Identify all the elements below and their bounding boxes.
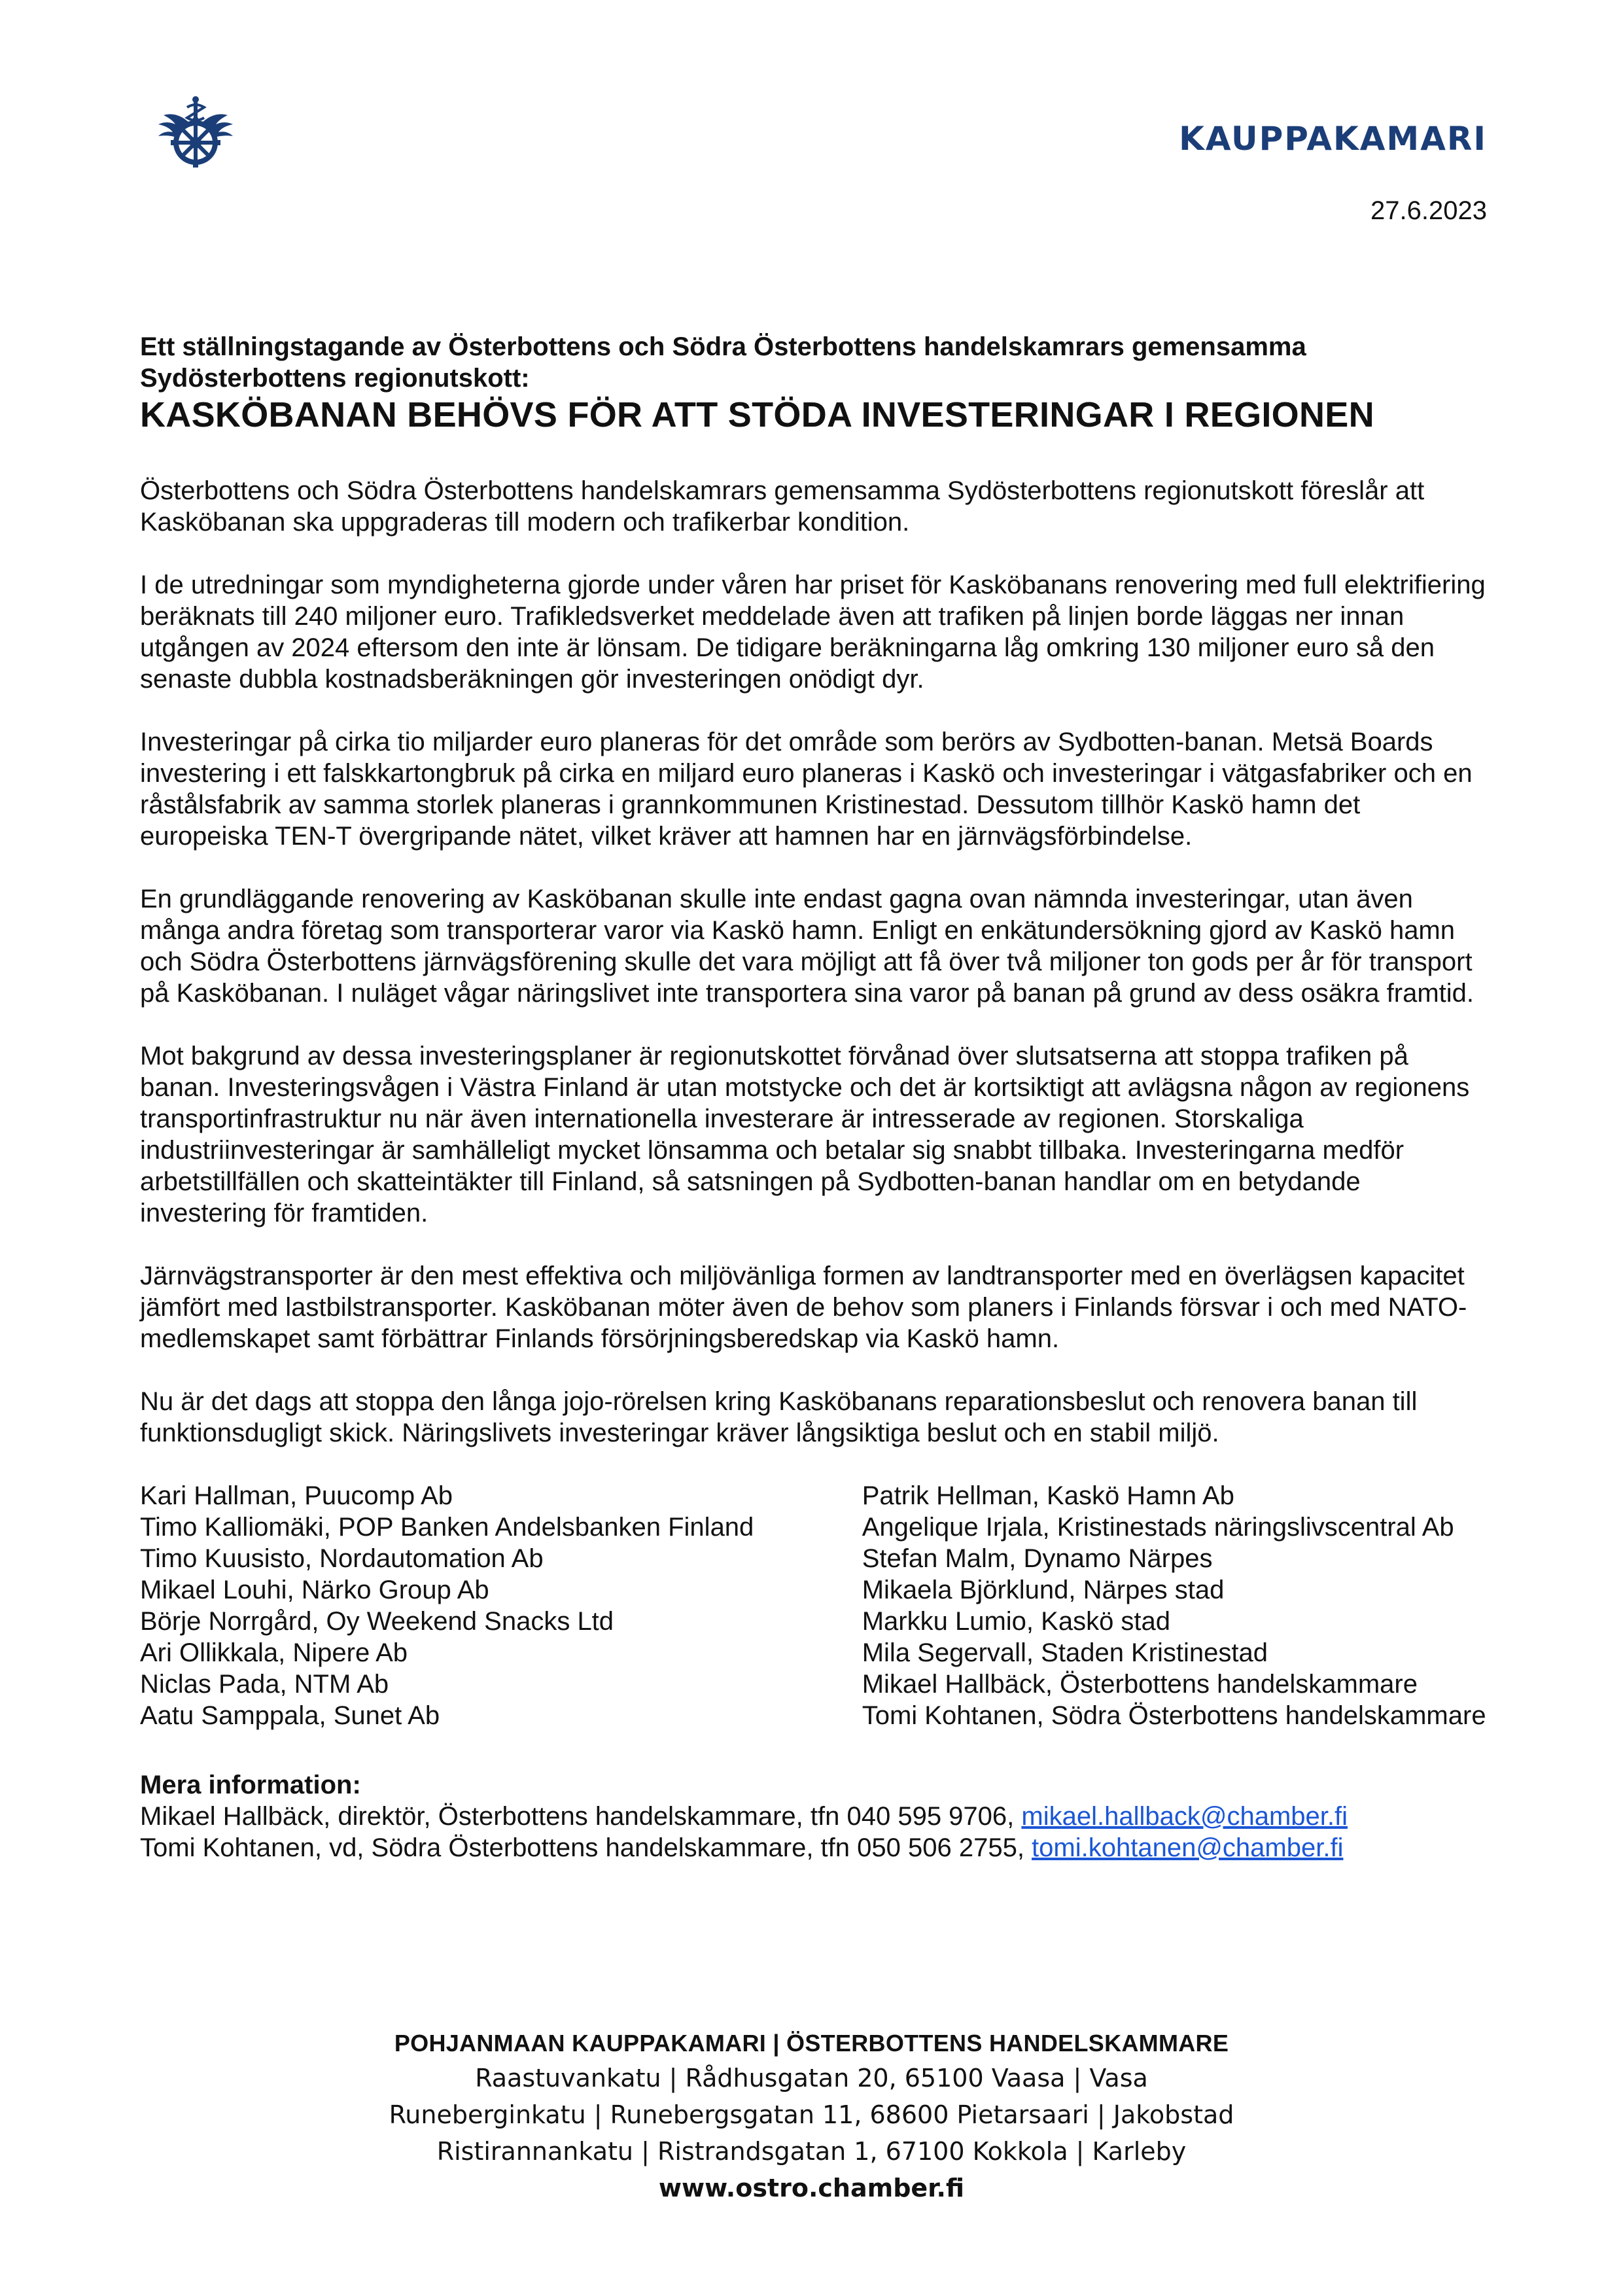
signatory: Kari Hallman, Puucomp Ab bbox=[140, 1481, 453, 1510]
article bbox=[140, 331, 1488, 1863]
signatory: Angelique Irjala, Kristinestads näringslivscentral Ab bbox=[862, 1513, 1454, 1542]
footer-address: Raastuvankatu | Rådhusgatan 20, 65100 Vaasa | Vasa bbox=[475, 2064, 1148, 2093]
signatory: Mikael Louhi, Närko Group Ab bbox=[140, 1576, 489, 1604]
article-paragraph: En grundläggande renovering av Kasköbanan skulle inte endast gagna ovan nämnda investeringar, utan även många andra företag som transporterar varor via Kaskö hamn. Enligt en enkätundersökning gjord av Kaskö hamn och Södra Österbottens järnvägsförening skulle det vara möjligt att få över två miljoner ton gods per år för transport på Kasköbanan. I nuläget vågar näringslivet inte transportera sina varor på banan på grund av dess osäkra framtid. bbox=[140, 885, 1475, 1008]
contact-details: Mikael Hallbäck, direktör, Österbottens handelskammare, tfn 040 595 9706, bbox=[140, 1802, 1022, 1831]
contact-email-link[interactable]: mikael.hallback@chamber.fi bbox=[1021, 1802, 1348, 1831]
signatory: Stefan Malm, Dynamo Närpes bbox=[862, 1544, 1213, 1573]
signatory: Börje Norrgård, Oy Weekend Snacks Ltd bbox=[140, 1607, 614, 1636]
signatories-right-column bbox=[862, 1480, 1488, 1731]
article-paragraph: Österbottens och Södra Österbottens handelskamrars gemensamma Sydösterbottens regionutskott föreslår att Kasköbanan ska uppgraderas till modern och trafikerbar kondition. bbox=[140, 476, 1425, 537]
article-headline: KASKÖBANAN BEHÖVS FÖR ATT STÖDA INVESTERINGAR I REGIONEN bbox=[140, 395, 1374, 434]
footer-address: Runeberginkatu | Runebergsgatan 11, 68600 Pietarsaari | Jakobstad bbox=[389, 2100, 1234, 2129]
more-information bbox=[140, 1769, 1488, 1863]
signatories bbox=[140, 1480, 1488, 1731]
article-paragraph: Investeringar på cirka tio miljarder euro planeras för det område som berörs av Sydbotten-banan. Metsä Boards investering i ett falskkartongbruk på cirka en miljard euro planeras i Kaskö och investeringar i vätgasfabriker och en råstålsfabrik av samma storlek planeras i grannkommunen Kristinestad. Dessutom tillhör Kaskö hamn det europeiska TEN-T övergripande nätet, vilket kräver att hamnen har en järnvägsförbindelse. bbox=[140, 728, 1473, 851]
signatories-left-column bbox=[140, 1480, 862, 1731]
chamber-of-commerce-emblem-icon bbox=[153, 96, 238, 169]
footer-organization: POHJANMAAN KAUPPAKAMARI | ÖSTERBOTTENS HANDELSKAMMARE bbox=[394, 2030, 1229, 2057]
signatory: Mila Segervall, Staden Kristinestad bbox=[862, 1638, 1268, 1667]
footer-address: Ristirannankatu | Ristrandsgatan 1, 67100 Kokkola | Karleby bbox=[436, 2137, 1187, 2166]
article-paragraph: Nu är det dags att stoppa den långa jojo-rörelsen kring Kasköbanans reparationsbeslut och renovera banan till funktionsdugligt skick. Näringslivets investeringar kräver långsiktiga beslut och en stabil miljö. bbox=[140, 1387, 1418, 1447]
signatory: Aatu Samppala, Sunet Ab bbox=[140, 1701, 440, 1730]
footer-website[interactable]: www.ostro.chamber.fi bbox=[658, 2174, 965, 2202]
more-information-title: Mera information: bbox=[140, 1771, 361, 1799]
article-paragraph: Mot bakgrund av dessa investeringsplaner är regionutskottet förvånad över slutsatserna att stoppa trafiken på banan. Investeringsvågen i Västra Finland är utan motstycke och det är kortsiktigt att avlägsna någon av regionens transportinfrastruktur nu när även internationella investerare är intresserade av regionen. Storskaliga industriinvesteringar är samhälleligt mycket lönsamma och betalar sig snabbt tillbaka. Investeringarna medför arbetstillfällen och skatteintäkter till Finland, så satsningen på Sydbotten-banan handlar om en betydande investering för framtiden. bbox=[140, 1042, 1470, 1227]
brand-wordmark: KAUPPAKAMARI bbox=[1179, 120, 1487, 158]
signatory: Markku Lumio, Kaskö stad bbox=[862, 1607, 1171, 1636]
signatory: Patrik Hellman, Kaskö Hamn Ab bbox=[862, 1481, 1234, 1510]
contact-line bbox=[140, 1801, 1488, 1832]
signatory: Ari Ollikkala, Nipere Ab bbox=[140, 1638, 408, 1667]
contact-line bbox=[140, 1832, 1488, 1863]
signatory: Timo Kuusisto, Nordautomation Ab bbox=[140, 1544, 544, 1573]
article-paragraph: I de utredningar som myndigheterna gjorde under våren har priset för Kasköbanans renovering med full elektrifiering beräknats till 240 miljoner euro. Trafikledsverket meddelade även att trafiken på linjen borde läggas ner innan utgången av 2024 eftersom den inte är lönsam. De tidigare beräkningarna låg omkring 130 miljoner euro så den senaste dubbla kostnadsberäkningen gör investeringen onödigt dyr. bbox=[140, 571, 1486, 694]
signatory: Niclas Pada, NTM Ab bbox=[140, 1670, 389, 1699]
signatory: Timo Kalliomäki, POP Banken Andelsbanken Finland bbox=[140, 1513, 754, 1542]
footer bbox=[0, 2027, 1623, 2206]
article-lead: Ett ställningstagande av Österbottens och Södra Österbottens handelskamrars gemensamma Sydösterbottens regionutskott: bbox=[140, 332, 1306, 393]
article-paragraph: Järnvägstransporter är den mest effektiva och miljövänliga formen av landtransporter med en överlägsen kapacitet jämfört med lastbilstransporter. Kasköbanan möter även de behov som planers i Finlands försvar i och med NATO-medlemskapet samt förbättrar Finlands försörjningsberedskap via Kaskö hamn. bbox=[140, 1262, 1467, 1353]
signatory: Mikaela Björklund, Närpes stad bbox=[862, 1576, 1225, 1604]
signatory: Tomi Kohtanen, Södra Österbottens handelskammare bbox=[862, 1701, 1486, 1730]
contact-details: Tomi Kohtanen, vd, Södra Österbottens handelskammare, tfn 050 506 2755, bbox=[140, 1833, 1032, 1862]
document-date: 27.6.2023 bbox=[1370, 196, 1487, 225]
signatory: Mikael Hallbäck, Österbottens handelskammare bbox=[862, 1670, 1418, 1699]
contact-email-link[interactable]: tomi.kohtanen@chamber.fi bbox=[1032, 1833, 1344, 1862]
